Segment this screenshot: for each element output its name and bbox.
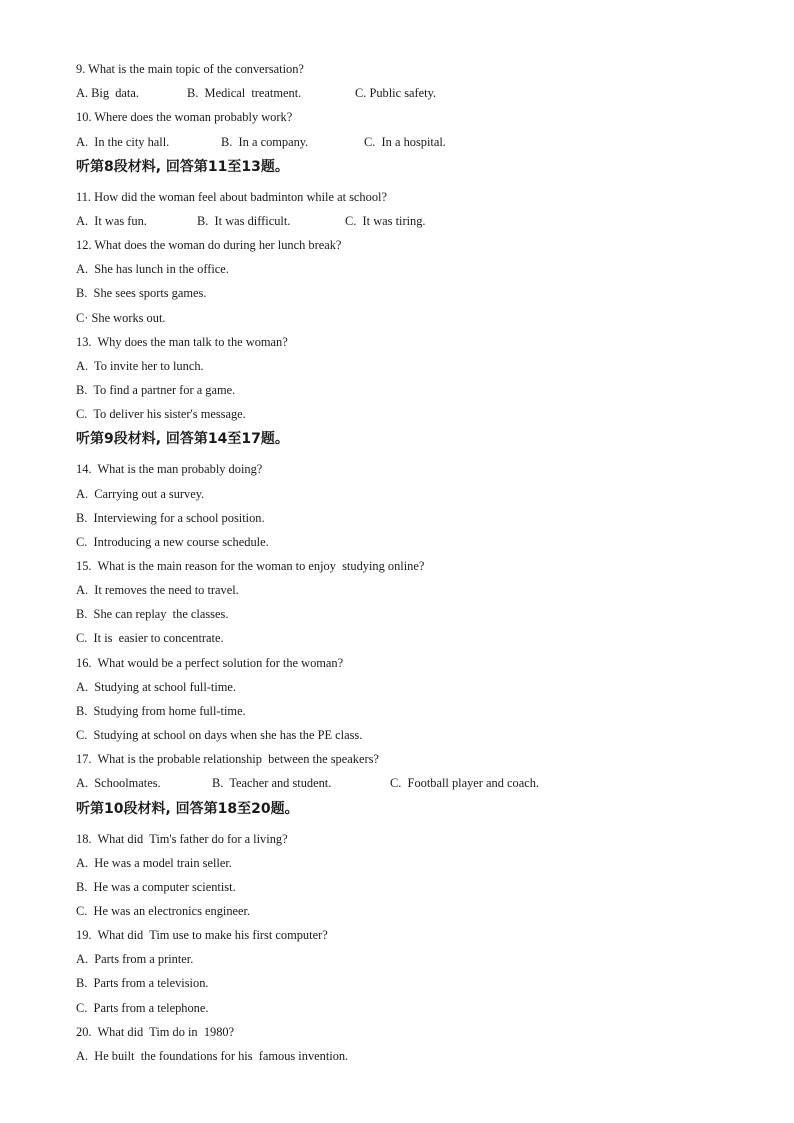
q11-option-c: C. It was tiring. bbox=[345, 214, 426, 228]
q14-option-b: B. Interviewing for a school position. bbox=[76, 511, 265, 525]
question-9: 9. What is the main topic of the conversation? bbox=[76, 62, 304, 76]
q16-option-c: C. Studying at school on days when she has the PE class. bbox=[76, 728, 363, 742]
q18-option-c: C. He was an electronics engineer. bbox=[76, 904, 251, 918]
q10-option-b: B. In a company. bbox=[221, 135, 309, 149]
question-20: 20. What did Tim do in 1980? bbox=[76, 1025, 235, 1039]
q19-option-a: A. Parts from a printer. bbox=[76, 952, 194, 966]
q15-option-a: A. It removes the need to travel. bbox=[76, 583, 239, 597]
q18-option-b: B. He was a computer scientist. bbox=[76, 880, 236, 894]
q19-option-b: B. Parts from a television. bbox=[76, 976, 209, 990]
q15-option-b: B. She can replay the classes. bbox=[76, 607, 229, 621]
q10-option-a: A. In the city hall. bbox=[76, 135, 170, 149]
section-heading-8: 听第8段材料, 回答第11至13题。 bbox=[76, 159, 289, 175]
q17-option-b: B. Teacher and student. bbox=[212, 776, 332, 790]
q9-option-b: B. Medical treatment. bbox=[187, 86, 302, 100]
q14-option-a: A. Carrying out a survey. bbox=[76, 487, 205, 501]
q15-option-c: C. It is easier to concentrate. bbox=[76, 631, 224, 645]
q12-option-c: C· She works out. bbox=[76, 311, 166, 325]
section-heading-9: 听第9段材料, 回答第14至17题。 bbox=[76, 431, 289, 447]
q12-option-a: A. She has lunch in the office. bbox=[76, 262, 229, 276]
question-19: 19. What did Tim use to make his first computer? bbox=[76, 928, 328, 942]
question-14: 14. What is the man probably doing? bbox=[76, 462, 263, 476]
question-17: 17. What is the probable relationship between the speakers? bbox=[76, 752, 379, 766]
question-15: 15. What is the main reason for the woman to enjoy studying online? bbox=[76, 559, 425, 573]
q17-option-a: A. Schoolmates. bbox=[76, 776, 161, 790]
q14-option-c: C. Introducing a new course schedule. bbox=[76, 535, 269, 549]
q13-option-b: B. To find a partner for a game. bbox=[76, 383, 236, 397]
q9-option-c: C. Public safety. bbox=[355, 86, 437, 100]
q12-option-b: B. She sees sports games. bbox=[76, 286, 207, 300]
question-10: 10. Where does the woman probably work? bbox=[76, 110, 293, 124]
question-16: 16. What would be a perfect solution for the woman? bbox=[76, 656, 344, 670]
q18-option-a: A. He was a model train seller. bbox=[76, 856, 232, 870]
q17-option-c: C. Football player and coach. bbox=[390, 776, 539, 790]
q16-option-b: B. Studying from home full-time. bbox=[76, 704, 246, 718]
q10-option-c: C. In a hospital. bbox=[364, 135, 446, 149]
question-18: 18. What did Tim's father do for a living? bbox=[76, 832, 288, 846]
q9-option-a: A. Big data. bbox=[76, 86, 139, 100]
q16-option-a: A. Studying at school full-time. bbox=[76, 680, 237, 694]
question-13: 13. Why does the man talk to the woman? bbox=[76, 335, 288, 349]
question-12: 12. What does the woman do during her lunch break? bbox=[76, 238, 342, 252]
q20-option-a: A. He built the foundations for his famous invention. bbox=[76, 1049, 349, 1063]
question-11: 11. How did the woman feel about badminton while at school? bbox=[76, 190, 387, 204]
q13-option-a: A. To invite her to lunch. bbox=[76, 359, 204, 373]
q19-option-c: C. Parts from a telephone. bbox=[76, 1001, 209, 1015]
q11-option-a: A. It was fun. bbox=[76, 214, 147, 228]
q13-option-c: C. To deliver his sister's message. bbox=[76, 407, 246, 421]
section-heading-10: 听第10段材料, 回答第18至20题。 bbox=[76, 801, 299, 817]
q11-option-b: B. It was difficult. bbox=[197, 214, 291, 228]
